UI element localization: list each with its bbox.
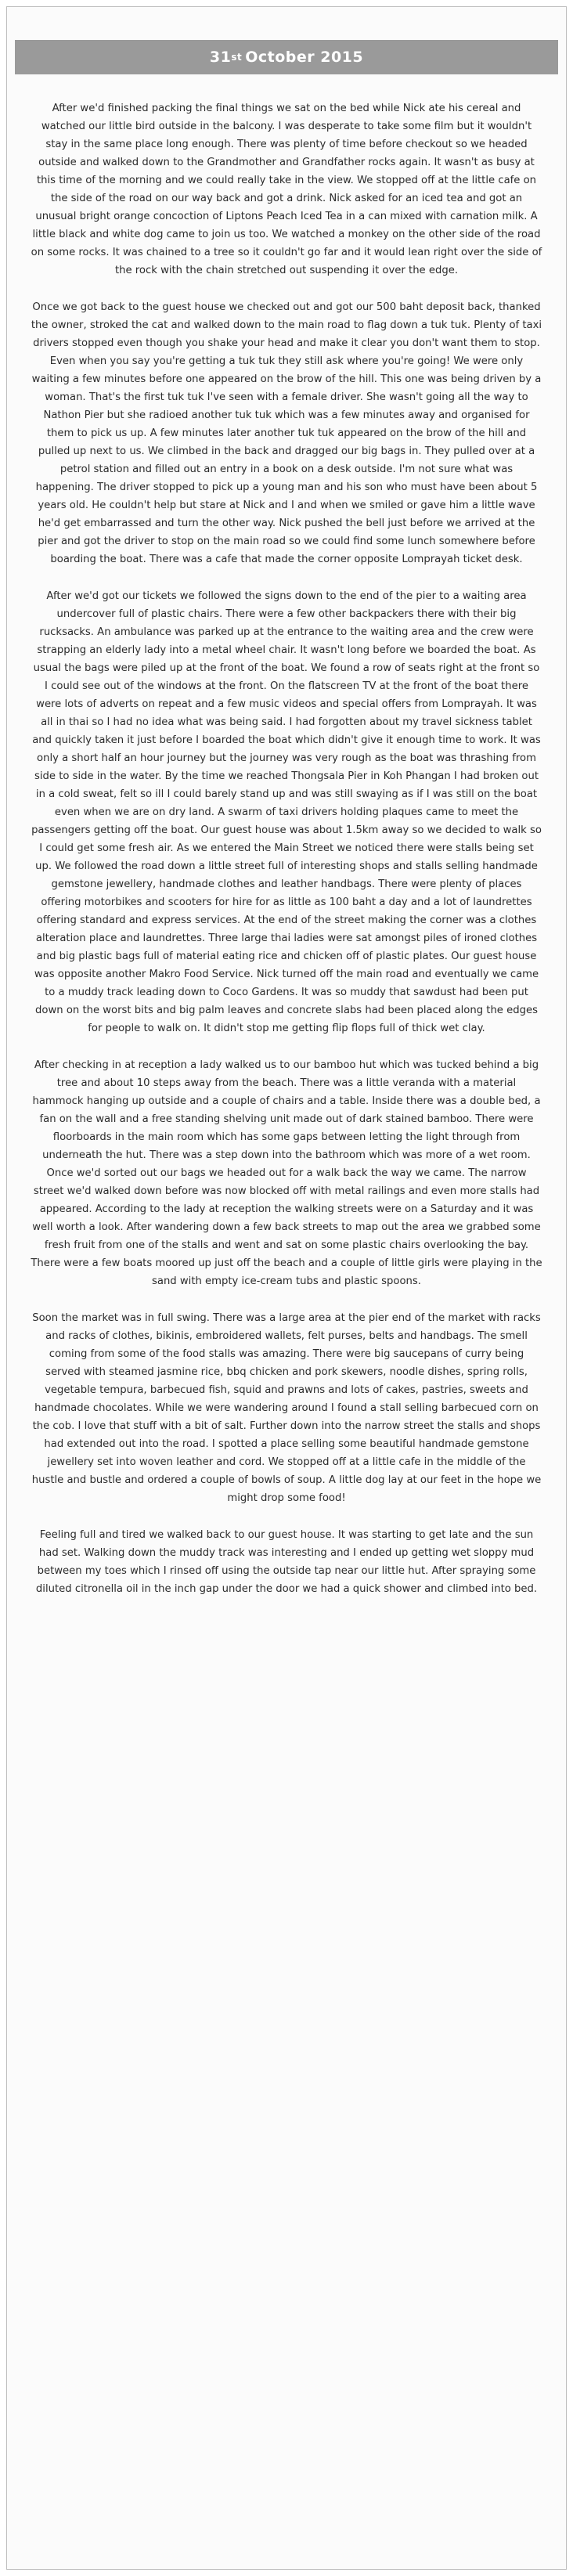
- date-day: 31: [209, 49, 232, 66]
- journal-entry: [31, 99, 542, 1617]
- paragraph-4: After checking in at reception a lady walked us to our bamboo hut which was tucked behind a big tree and about 10 steps away from the beach. There was a little veranda with a material hammock hanging up outside and a couple of chairs and a table. Inside there was a double bed, a fan on the wall and a free standing shelving unit made out of dark stained bamboo. There were floorboards in the main room which has some gaps between letting the light through from underneath the hut. There was a step down into the bathroom which was more of a wet room. Once we'd sorted out our bags we headed out for a walk back the way we came. The narrow street we'd walked down before was now blocked off with metal railings and even more stalls had appeared. According to the lady at reception the walking streets were on a Saturday and it was well worth a look. After wandering down a few back streets to map out the area we grabbed some fresh fruit from one of the stalls and went and sat on some plastic chairs overlooking the bay. There were a few boats moored up just off the beach and a couple of little girls were playing in the sand with empty ice-cream tubs and plastic spoons.: [31, 1059, 542, 1287]
- journal-page: [6, 6, 567, 2570]
- paragraph-1: After we'd finished packing the final things we sat on the bed while Nick ate his cereal and watched our little bird outside in the balcony. I was desperate to take some film but it wouldn't stay in the same place long enough. There was plenty of time before checkout so we headed outside and walked down to the Grandmother and Grandfather rocks again. It wasn't as busy at this time of the morning and we could really take in the view. We stopped off at the little cafe on the side of the road on our way back and got a drink. Nick asked for an iced tea and got an unusual bright orange concoction of Liptons Peach Iced Tea in a can mixed with carnation milk. A little black and white dog came to join us too. We watched a monkey on the other side of the road on some rocks. It was chained to a tree so it couldn't go far and it would lean right over the side of the rock with the chain stretched out suspending it over the edge.: [31, 103, 542, 276]
- paragraph-6: Feeling full and tired we walked back to our guest house. It was starting to get late and the sun had set. Walking down the muddy track was interesting and I ended up getting wet sloppy mud between my toes which I rinsed off using the outside tap near our little hut. After spraying some diluted citronella oil in the inch gap under the door we had a quick shower and climbed into bed.: [35, 1529, 538, 1595]
- paragraph-2: Once we got back to the guest house we checked out and got our 500 baht deposit back, thanked the owner, stroked the cat and walked down to the main road to flag down a tuk tuk. Plenty of taxi drivers stopped even though you shake your head and make it clear you don't want them to stop. Even when you say you're getting a tuk tuk they still ask where you're going! We were only waiting a few minutes before one appeared on the brow of the hill. This one was being driven by a woman. That's the first tuk tuk I've seen with a female driver. She wasn't going all the way to Nathon Pier but she radioed another tuk tuk which was a few minutes away and organised for them to pick us up. A few minutes later another tuk tuk appeared on the brow of the hill and pulled up next to us. We climbed in the back and dragged our big bags in. They pulled over at a petrol station and filled out an entry in a book on a desk outside. I'm not sure what was happening. The driver stopped to pick up a young man and his son who must have been about 5 years old. He couldn't help but stare at Nick and I and when we smiled or gave him a little wave he'd get embarrassed and turn the other way. Nick pushed the bell just before we arrived at the pier and got the driver to stop on the main road so we could find some lunch somewhere before boarding the boat. There was a cafe that made the corner opposite Lomprayah ticket desk.: [31, 301, 542, 565]
- date-month-year: October 2015: [245, 49, 364, 66]
- date-header: [15, 40, 558, 74]
- paragraph-5: Soon the market was in full swing. There was a large area at the pier end of the market with racks and racks of clothes, bikinis, embroidered wallets, felt purses, belts and handbags. The smell coming from some of the food stalls was amazing. There were big saucepans of curry being served with steamed jasmine rice, bbq chicken and pork skewers, noodle dishes, spring rolls, vegetable tempura, barbecued fish, squid and prawns and lots of cakes, pastries, sweets and handmade chocolates. While we were wandering around I found a stall selling barbecued corn on the cob. I love that stuff with a bit of salt. Further down into the narrow street the stalls and shops had extended out into the road. I spotted a place selling some beautiful handmade gemstone jewellery set into woven leather and cord. We stopped off at a little cafe in the middle of the hustle and bustle and ordered a couple of bowls of soup. A little dog lay at our feet in the hope we might drop some food!: [31, 1312, 542, 1504]
- date-ordinal: st: [231, 52, 243, 63]
- paragraph-3: After we'd got our tickets we followed the signs down to the end of the pier to a waiting area undercover full of plastic chairs. There were a few other backpackers there with their big rucksacks. An ambulance was parked up at the entrance to the waiting area and the crew were strapping an elderly lady into a metal wheel chair. It wasn't long before we boarded the boat. As usual the bags were piled up at the front of the boat. We found a row of seats right at the front so I could see out of the windows at the front. On the flatscreen TV at the front of the boat there were lots of adverts on repeat and a few music videos and special offers from Lomprayah. It was all in thai so I had no idea what was being said. I had forgotten about my travel sickness tablet and quickly taken it just before I boarded the boat which didn't give it enough time to work. It was only a short half an hour journey but the journey was very rough as the boat was thrashing from side to side in the water. By the time we reached Thongsala Pier in Koh Phangan I had broken out in a cold sweat, felt so ill I could barely stand up and was still swaying as if I was still on the boat even when we are on dry land. A swarm of taxi drivers holding plaques came to meet the passengers getting off the boat. Our guest house was about 1.5km away so we decided to walk so I could get some fresh air. As we entered the Main Street we noticed there were stalls being set up. We followed the road down a little street full of interesting shops and stalls selling handmade gemstone jewellery, handmade clothes and leather handbags. There were plenty of places offering motorbikes and scooters for hire for as little as 100 baht a day and a lot of laundrettes offering standard and express services. At the end of the street making the corner was a clothes alteration place and laundrettes. Three large thai ladies were sat amongst piles of ironed clothes and big plastic bags full of material eating rice and chicken off of plastic plates. Our guest house was opposite another Makro Food Service. Nick turned off the main road and eventually we came to a muddy track leading down to Coco Gardens. It was so muddy that sawdust had been put down on the worst bits and big palm leaves and concrete slabs had been placed along the edges for people to walk on. It didn't stop me getting flip flops full of thick wet clay.: [31, 590, 542, 1034]
